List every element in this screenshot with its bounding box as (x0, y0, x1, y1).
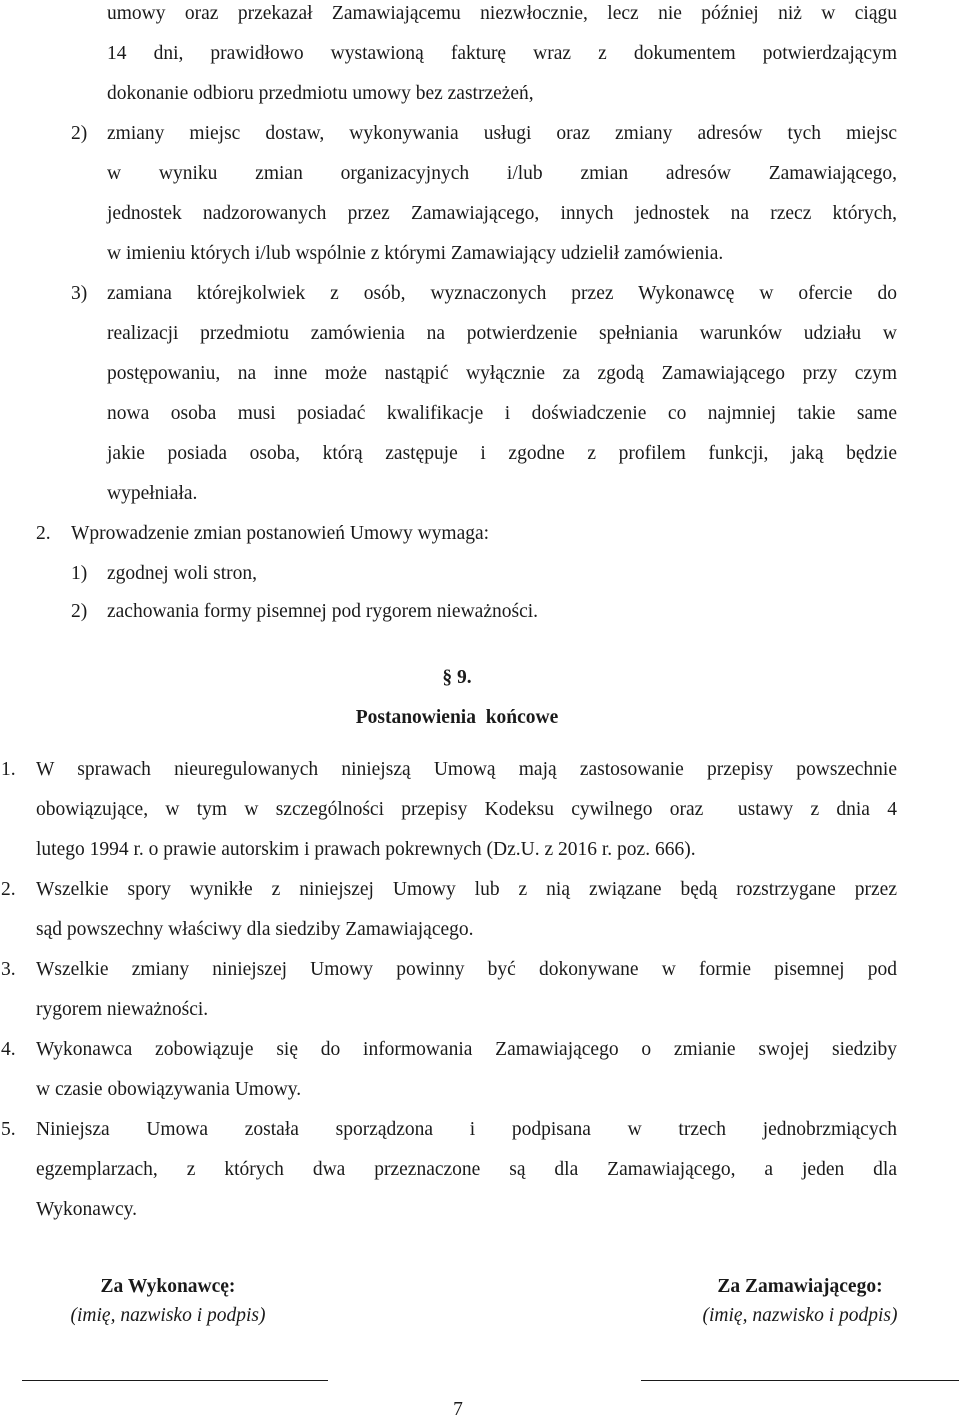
point2-number: 2. (36, 523, 51, 544)
point2-subitem-1-text: zgodnej woli stron, (107, 563, 258, 584)
section-title: Postanowienia końcowe (355, 707, 559, 728)
final-point-1-line-1: W sprawach nieuregulowanych niniejszą Umową mają zastosowanie przepisy powszechnie (36, 759, 897, 780)
item3-line-1: zamiana którejkolwiek z osób, wyznaczonych przez Wykonawcę w ofercie do (107, 283, 897, 304)
final-point-3-line-2: rygorem nieważności. (36, 999, 209, 1020)
point2-text: Wprowadzenie zmian postanowień Umowy wymaga: (71, 523, 490, 544)
intro-line-2: 14 dni, prawidłowo wystawioną fakturę wraz z dokumentem potwierdzającym (107, 43, 897, 64)
final-point-3-line-1: Wszelkie zmiany niniejszej Umowy powinny być dokonywane w formie pisemnej pod (36, 959, 897, 980)
final-point-5-line-3: Wykonawcy. (36, 1199, 137, 1220)
final-point-1-line-3: lutego 1994 r. o prawie autorskim i prawach pokrewnych (Dz.U. z 2016 r. poz. 666). (36, 839, 696, 860)
item3-line-2: realizacji przedmiotu zamówienia na potwierdzenie spełniania warunków udziału w (107, 323, 897, 344)
final-point-5-line-2: egzemplarzach, z których dwa przeznaczone są dla Zamawiającego, a jeden dla (36, 1159, 897, 1180)
point2-subitem-1-number: 1) (71, 563, 88, 584)
point2-subitem-2-number: 2) (71, 601, 88, 622)
intro-line-3: dokonanie odbioru przedmiotu umowy bez zastrzeżeń, (107, 83, 534, 104)
final-point-1-number: 1. (1, 759, 16, 780)
final-point-1-line-2: obowiązujące, w tym w szczególności przepisy Kodeksu cywilnego oraz ustawy z dnia 4 (36, 799, 897, 820)
final-point-2-line-1: Wszelkie spory wynikłe z niniejszej Umowy lub z nią związane będą rozstrzygane przez (36, 879, 897, 900)
signature-right-title: Za Zamawiającego: (717, 1276, 883, 1297)
item3-line-4: nowa osoba musi posiadać kwalifikacje i doświadczenie co najmniej takie same (107, 403, 897, 424)
point2-subitem-2-text: zachowania formy pisemnej pod rygorem nieważności. (107, 601, 539, 622)
item2-line-2: w wyniku zmian organizacyjnych i/lub zmian adresów Zamawiającego, (107, 163, 897, 184)
item3-line-5: jakie posiada osoba, którą zastępuje i zgodne z profilem funkcji, jaką będzie (107, 443, 897, 464)
final-point-5-number: 5. (1, 1119, 16, 1140)
final-point-2-number: 2. (1, 879, 16, 900)
final-point-2-line-2: sąd powszechny właściwy dla siedziby Zamawiającego. (36, 919, 474, 940)
item3-line-6: wypełniała. (107, 483, 198, 504)
final-point-4-line-2: w czasie obowiązywania Umowy. (36, 1079, 302, 1100)
section-number: § 9. (442, 667, 472, 688)
final-point-4-line-1: Wykonawca zobowiązuje się do informowania Zamawiającego o zmianie swojej siedziby (36, 1039, 897, 1060)
item2-line-4: w imieniu których i/lub wspólnie z którymi Zamawiający udzielił zamówienia. (107, 243, 724, 264)
final-point-3-number: 3. (1, 959, 16, 980)
signature-left-line (22, 1380, 328, 1381)
signature-right-caption: (imię, nazwisko i podpis) (702, 1305, 898, 1326)
item3-line-3: postępowaniu, na inne może nastąpić wyłącznie za zgodą Zamawiającego przy czym (107, 363, 897, 384)
final-point-4-number: 4. (1, 1039, 16, 1060)
intro-line-1: umowy oraz przekazał Zamawiającemu niezwłocznie, lecz nie później niż w ciągu (107, 3, 897, 24)
item2-number: 2) (71, 123, 88, 144)
item3-number: 3) (71, 283, 88, 304)
page-number: 7 (453, 1399, 463, 1420)
item2-line-1: zmiany miejsc dostaw, wykonywania usługi oraz zmiany adresów tych miejsc (107, 123, 897, 144)
item2-line-3: jednostek nadzorowanych przez Zamawiającego, innych jednostek na rzecz których, (107, 203, 897, 224)
signature-left-caption: (imię, nazwisko i podpis) (70, 1305, 266, 1326)
signature-right-line (641, 1380, 959, 1381)
final-point-5-line-1: Niniejsza Umowa została sporządzona i podpisana w trzech jednobrzmiących (36, 1119, 897, 1140)
signature-left-title: Za Wykonawcę: (100, 1276, 236, 1297)
